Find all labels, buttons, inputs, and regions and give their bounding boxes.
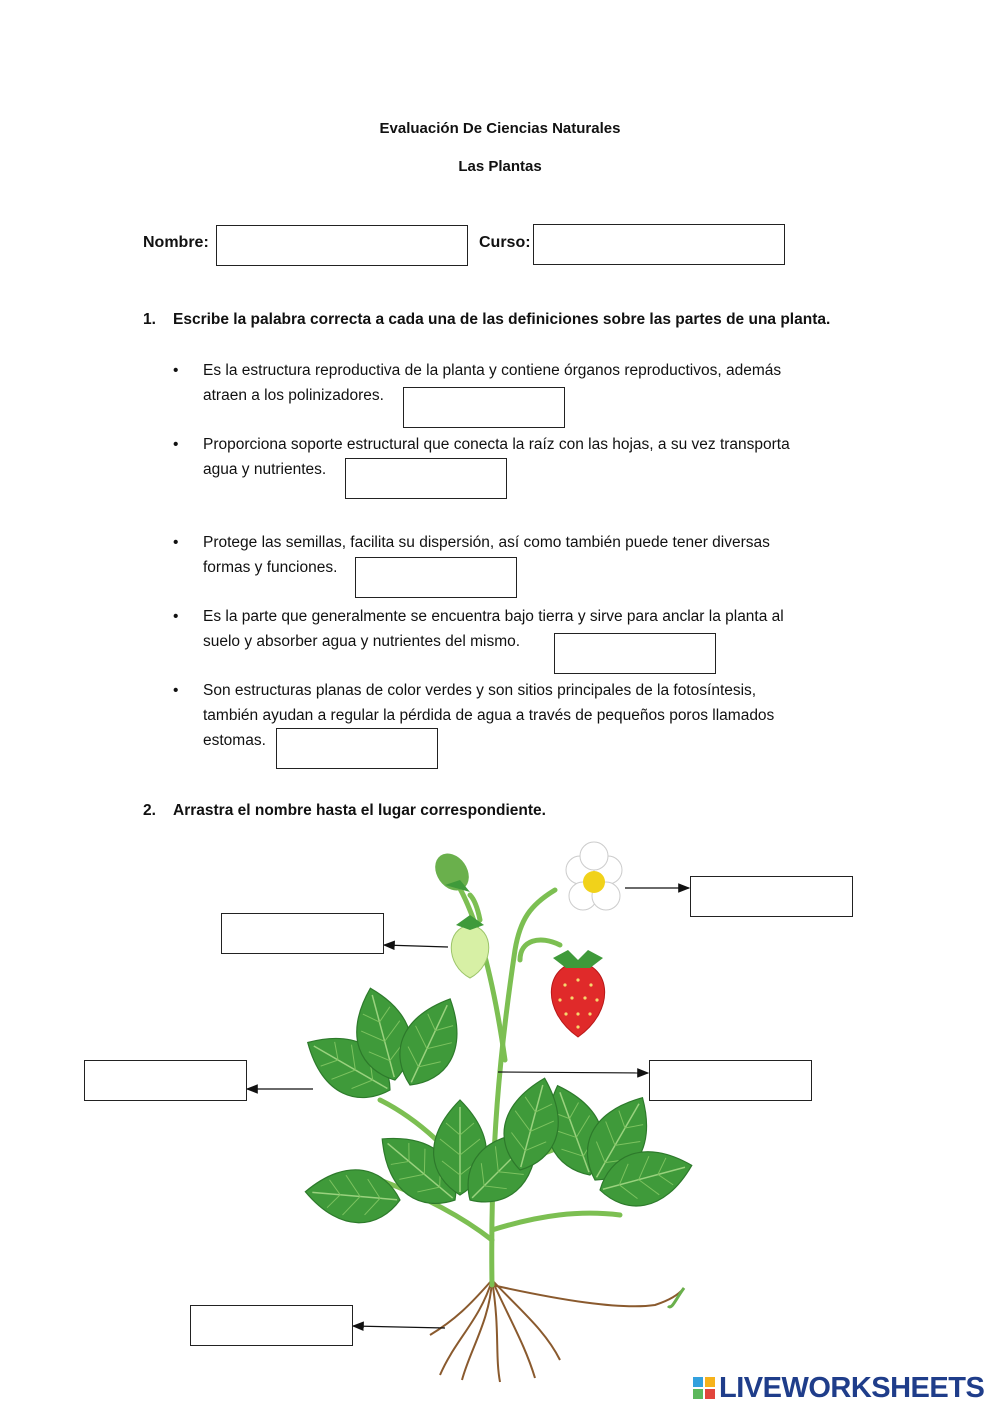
flower-bud [428,847,476,897]
definition-line: Protege las semillas, facilita su dispersión, así como también puede tener diversas [203,534,770,551]
page-subtitle: Las Plantas [458,158,542,175]
liveworksheets-logo-icon [693,1377,715,1399]
question-2-number: 2. [143,802,156,819]
course-label: Curso: [479,234,531,251]
definition-line: Proporciona soporte estructural que conecta la raíz con las hojas, a su vez transporta [203,436,790,453]
page-title: Evaluación De Ciencias Naturales [379,120,621,137]
drop-target-stem[interactable] [649,1060,812,1101]
bullet-icon: • [173,534,179,551]
definition-line: suelo y absorber agua y nutrientes del mismo. [203,633,521,650]
question-1-prompt: Escribe la palabra correcta a cada una de las definiciones sobre las partes de una planta. [173,311,831,328]
question-2-prompt: Arrastra el nombre hasta el lugar correspondiente. [173,802,546,819]
definition-line: estomas. [203,732,266,749]
definition-line: formas y funciones. [203,559,338,576]
definition-line: atraen a los polinizadores. [203,387,384,404]
drop-target-flower[interactable] [690,876,853,917]
drop-target-leaves[interactable] [84,1060,247,1101]
roots [430,1280,684,1382]
bullet-icon: • [173,362,179,379]
definition-line: agua y nutrientes. [203,461,327,478]
unripe-strawberry [451,915,489,978]
liveworksheets-logo: LIVEWORKSHEETS [719,1372,985,1404]
question-1-number: 1. [143,311,156,328]
bullet-icon: • [173,436,179,453]
drop-target-fruit[interactable] [221,913,384,954]
definition-line: Es la parte que generalmente se encuentra bajo tierra y sirve para anclar la planta al [203,608,784,625]
bullet-icon: • [173,682,179,699]
definition-line: Son estructuras planas de color verdes y son sitios principales de la fotosíntesis, [203,682,757,699]
name-label: Nombre: [143,234,209,251]
definition-line: Es la estructura reproductiva de la planta y contiene órganos reproductivos, además [203,362,782,379]
bullet-icon: • [173,608,179,625]
definition-line: también ayudan a regular la pérdida de agua a través de pequeños poros llamados [203,707,775,724]
ripe-strawberry [551,950,604,1037]
white-flower [566,842,622,910]
drop-target-root[interactable] [190,1305,353,1346]
